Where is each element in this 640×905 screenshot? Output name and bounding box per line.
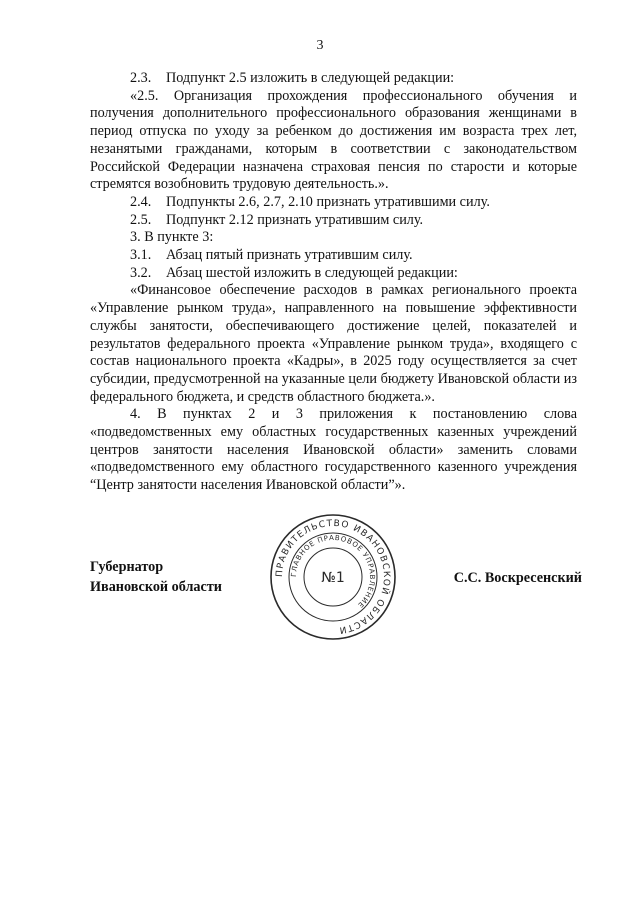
paragraph-2-4 — [90, 194, 577, 212]
paragraph-number: 2.4. — [130, 193, 152, 210]
paragraph-text: «Финансовое обеспечение расходов в рамках регионального проекта «Управление рынком труда», направленного на повышение эффективности службы занятости, обеспечивающего достижение целей, показателей и результатов федерального проекта «Управление рынком труда», входящего с состав национального проекта «Кадры», в 2025 году осуществляется за счет субсидии, предусмотренной на указанные цели бюджету Ивановской области из федерального бюджета, и средств областного бюджета.». — [90, 282, 577, 405]
paragraph-3-2 — [90, 265, 577, 283]
paragraph-number: 2.3. — [130, 70, 152, 86]
paragraph-3-1 — [90, 247, 577, 265]
paragraph-text: Абзац шестой изложить в следующей редакции: — [166, 264, 458, 281]
seal-inner-text: ГЛАВНОЕ ПРАВОВОЕ УПРАВЛЕНИЕ — [289, 533, 377, 610]
paragraph-2-5 — [90, 212, 577, 230]
paragraph-2-3 — [90, 70, 577, 88]
paragraph-number: 3.1. — [130, 247, 152, 264]
page-number: 3 — [316, 38, 324, 53]
signatory-name: С.С. Воскресенский — [453, 570, 582, 586]
signatory-title — [90, 557, 222, 597]
official-seal — [268, 512, 398, 642]
paragraph-text: 4. В пунктах 2 и 3 приложения к постановлению слова «подведомственных ему областных государственных казенных учреждений центров занятости населения Ивановской области» заменить словами «подведомственного ему областного государственного казенного учреждения “Центр занятости населения Ивановской области”». — [90, 406, 577, 494]
paragraph-text: «2.5. Организация прохождения профессионального обучения и получения дополнительного профессионального образования женщинами в период отпуска по уходу за ребенком до достижения им возраста трех лет, незанятыми гражданами, которым в соответствии с законодательством Российской Федерации назначена страховая пенсия по старости и которые стремятся возобновить трудовую деятельность.». — [90, 87, 577, 193]
paragraph-number: 2.5. — [130, 211, 152, 228]
signatory-title-line1: Губернатор — [90, 559, 164, 575]
paragraph-text: 3. В пункте 3: — [130, 229, 214, 246]
seal-number: №1 — [321, 570, 345, 586]
paragraph-3 — [90, 229, 577, 247]
signatory-title-line2: Ивановской области — [90, 579, 222, 595]
paragraph-text: Абзац пятый признать утратившим силу. — [166, 247, 413, 264]
paragraph-4 — [90, 406, 577, 495]
paragraph-text: Подпункт 2.12 признать утратившим силу. — [166, 211, 424, 228]
seal-outer-text: ПРАВИТЕЛЬСТВО ИВАНОВСКОЙ ОБЛАСТИ — [274, 518, 392, 635]
paragraph-text: Подпункт 2.5 изложить в следующей редакции: — [166, 70, 455, 86]
paragraph-text: Подпункты 2.6, 2.7, 2.10 признать утратившими силу. — [166, 193, 490, 210]
paragraph-number: 3.2. — [130, 264, 152, 281]
paragraph-2-5-quote — [90, 88, 577, 194]
paragraph-financing-quote — [90, 282, 577, 406]
document-body — [90, 70, 577, 495]
